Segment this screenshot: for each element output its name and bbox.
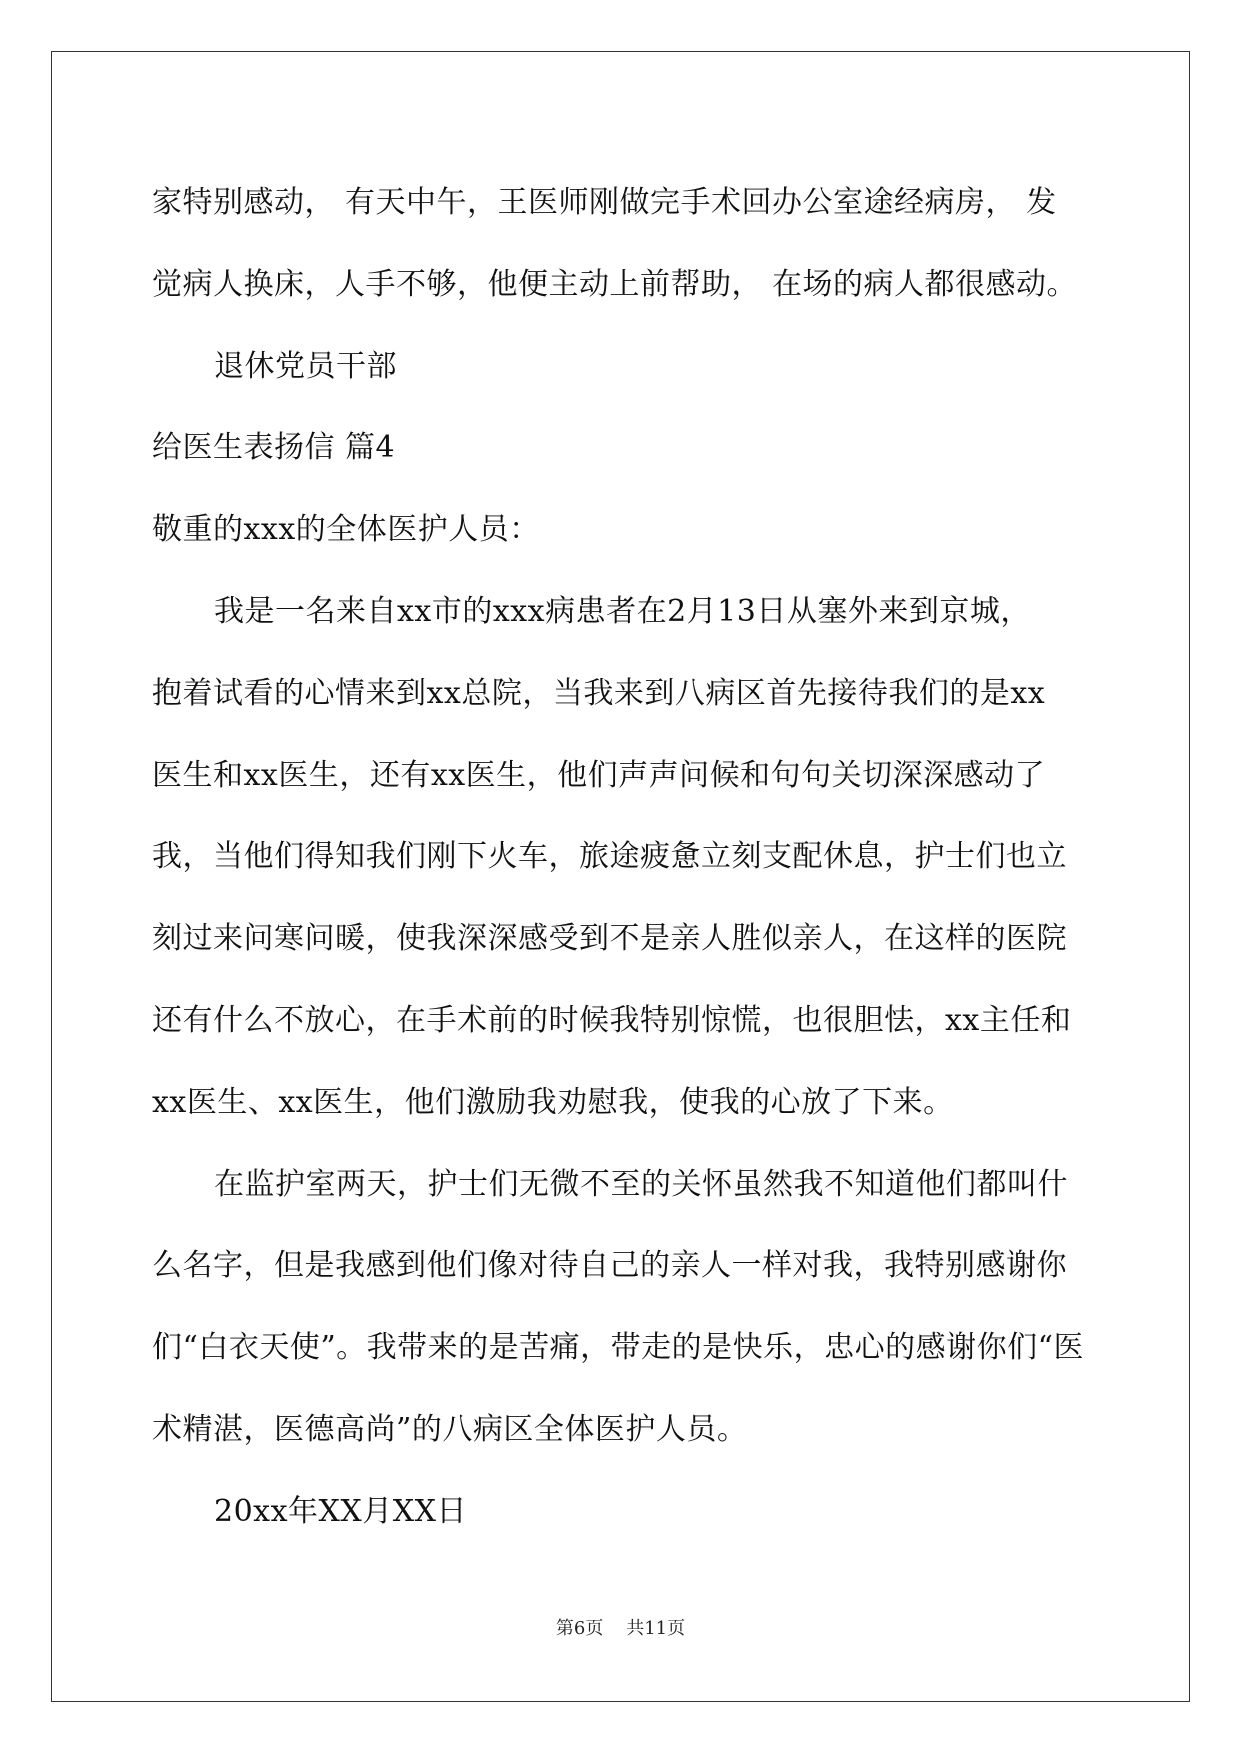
- page-footer: [0, 1614, 1241, 1640]
- text-line: 在监护室两天，护士们无微不至的关怀虽然我不知道他们都叫什: [214, 1166, 1068, 1202]
- letter-body: [152, 162, 1092, 1553]
- text-line: 刻过来问寒问暖，使我深深感受到不是亲人胜似亲人，在这样的医院: [152, 921, 1067, 957]
- text-line: 抱着试看的心情来到xx总院，当我来到八病区首先接待我们的是xx: [152, 675, 1046, 711]
- text-line: 还有什么不放心，在手术前的时候我特别惊慌，也很胆怯，xx主任和: [152, 1002, 1072, 1038]
- text-line: 觉病人换床，人手不够，他便主动上前帮助， 在场的病人都很感动。: [152, 266, 1078, 302]
- text-line: 我是一名来自xx市的xxx病患者在2月13日从塞外来到京城，: [214, 593, 1031, 629]
- text-line: 术精湛，医德高尚”的八病区全体医护人员。: [152, 1411, 748, 1447]
- text-line: 医生和xx医生，还有xx医生，他们声声问候和句句关切深深感动了: [152, 757, 1046, 793]
- date-line: 20xx年XX月XX日: [214, 1493, 467, 1529]
- text-line: 家特别感动， 有天中午，王医师刚做完手术回办公室途经病房， 发: [152, 185, 1057, 220]
- text-line: xx医生、xx医生，他们激励我劝慰我，使我的心放了下来。: [152, 1084, 954, 1120]
- text-line: 么名字，但是我感到他们像对待自己的亲人一样对我，我特别感谢你: [152, 1248, 1067, 1284]
- section-heading: 给医生表扬信 篇4: [152, 430, 396, 466]
- page-total: 共11页: [626, 1618, 686, 1639]
- text-line: 我，当他们得知我们刚下火车，旅途疲惫立刻支配休息，护士们也立: [152, 839, 1067, 875]
- signature-line: 退休党员干部: [214, 348, 397, 384]
- page-number: 第6页: [555, 1618, 604, 1639]
- text-line: 们“白衣天使”。我带来的是苦痛，带走的是快乐，忠心的感谢你们“医: [152, 1330, 1085, 1366]
- salutation: 敬重的xxx的全体医护人员：: [152, 512, 540, 548]
